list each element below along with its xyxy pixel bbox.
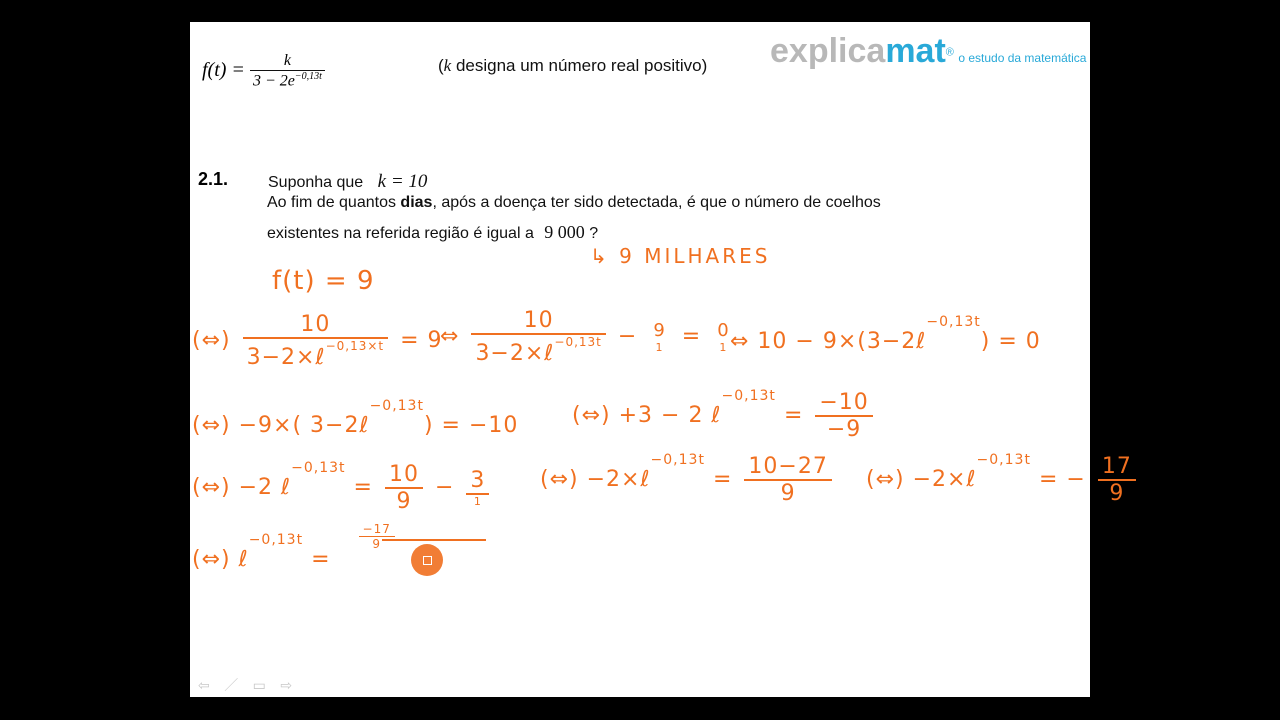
hw-fraction <box>1098 454 1136 506</box>
exp: −0,13t <box>248 532 304 548</box>
num: −17 <box>359 522 395 537</box>
minus: − <box>617 324 638 349</box>
exp: −0,13t <box>926 314 981 330</box>
hw-fraction <box>815 390 872 442</box>
num: −10 <box>815 390 872 417</box>
q-mark: ? <box>589 225 599 242</box>
hw-fraction <box>744 454 831 506</box>
formula-fraction <box>250 52 325 90</box>
equals: = − <box>1038 467 1086 492</box>
den: 1 <box>719 341 728 354</box>
q-math: 9 000 <box>544 222 585 242</box>
logo-registered: ® <box>945 46 954 59</box>
question-line2 <box>267 194 881 212</box>
expr: (⇔) −2×ℓ <box>540 467 651 492</box>
exp: −0,13t <box>369 398 424 414</box>
note-text: designa um número real positivo) <box>451 56 708 75</box>
logo-tagline: o estudo da matemática <box>958 51 1087 65</box>
exp: −0,13×t <box>325 339 385 353</box>
prev-arrow-icon[interactable]: ⇦ <box>198 677 210 693</box>
k-symbol: k <box>443 56 452 75</box>
hw-fraction <box>466 468 489 508</box>
num: 0 <box>717 320 730 341</box>
den: 9 <box>396 489 412 514</box>
hw-fraction <box>359 522 395 551</box>
expr: (⇔) +3 − 2 ℓ <box>572 403 722 428</box>
formula-denominator <box>250 71 325 90</box>
formula-lhs: f(t) = <box>202 58 245 81</box>
exp: −0,13t <box>976 452 1031 468</box>
hw-fraction <box>471 308 605 366</box>
expr: (⇔) −2 ℓ <box>192 475 292 500</box>
den: 9 <box>372 537 382 551</box>
expr: (⇔) −2×ℓ <box>866 467 977 492</box>
next-arrow-icon[interactable]: ⇨ <box>280 677 293 693</box>
den-base: 3−2×ℓ <box>246 345 326 370</box>
den: 1 <box>655 341 664 354</box>
logo-blue: mat <box>885 32 946 70</box>
hw-note: ↳ 9 MILHARES <box>590 244 771 268</box>
hw-line1b <box>440 308 738 366</box>
den <box>471 335 605 366</box>
expr: (⇔) −9×( 3−2ℓ <box>192 413 370 438</box>
logo-grey: explica <box>770 32 886 70</box>
paren: ( <box>438 56 444 75</box>
den: 9 <box>1109 481 1125 506</box>
expr: (⇔) ℓ <box>192 547 249 572</box>
q-math: k = 10 <box>377 171 428 192</box>
num: 17 <box>1098 454 1136 481</box>
q-bold: dias <box>400 194 433 211</box>
hw-fraction <box>243 312 389 370</box>
cursor-dot <box>423 556 432 565</box>
expr: ⇔ 10 − 9×(3−2ℓ <box>730 329 927 354</box>
equiv: (⇔) <box>192 328 231 353</box>
hw-line3a <box>192 460 493 514</box>
hw-fraction <box>649 320 669 354</box>
q-text: Suponha que <box>268 174 364 191</box>
fraction-bar <box>382 539 486 541</box>
exp: −0,13t <box>721 388 776 404</box>
num: 9 <box>653 320 666 341</box>
equals: = <box>712 467 733 492</box>
equals: = <box>311 547 331 572</box>
question-line1 <box>268 171 427 193</box>
den: 9 <box>780 481 796 506</box>
equals: = <box>783 403 804 428</box>
k-note <box>438 56 707 76</box>
slide <box>190 22 1132 697</box>
minus: − <box>434 475 455 500</box>
question-line3 <box>267 222 598 243</box>
exp: −0,13t <box>554 335 602 349</box>
den <box>243 339 389 370</box>
question-number: 2.1. <box>198 169 229 189</box>
q-text: Ao fim de quantos <box>267 194 401 211</box>
den: 1 <box>473 495 482 508</box>
num: 10 <box>471 308 605 335</box>
equals: = <box>681 324 702 349</box>
hw-line3c <box>866 452 1140 506</box>
pen-cursor-icon <box>411 544 443 576</box>
num: 10 <box>385 462 423 489</box>
hw-eq0: f(t) = 9 <box>272 266 375 296</box>
hw-line1c <box>730 314 1041 354</box>
hw-line2a <box>192 398 518 438</box>
hw-line2b <box>572 388 877 442</box>
exp: −0,13t <box>650 452 705 468</box>
hw-line4 <box>192 522 399 572</box>
slide-controls <box>198 675 302 695</box>
formula-den-base: 3 − 2e <box>252 72 295 90</box>
den: −9 <box>826 417 862 442</box>
hw-fraction <box>385 462 423 514</box>
rhs: = 9 <box>400 328 443 353</box>
hw-line1a <box>192 312 443 370</box>
equiv: ⇔ <box>440 324 460 349</box>
equals: = <box>353 475 373 500</box>
formula-exponent: −0,13t <box>294 71 322 82</box>
rhs: ) = 0 <box>980 329 1041 354</box>
den-base: 3−2×ℓ <box>475 341 555 366</box>
num: 10 <box>243 312 389 339</box>
function-formula <box>202 52 325 90</box>
pen-icon[interactable]: ／ <box>224 677 239 693</box>
explicamat-logo <box>770 32 1086 71</box>
q-text: existentes na referida região é igual a <box>267 225 534 242</box>
menu-icon[interactable]: ▭ <box>252 677 266 693</box>
formula-numerator: k <box>250 52 325 71</box>
hw-line3b <box>540 452 836 506</box>
num: 10−27 <box>744 454 831 481</box>
rhs: ) = −10 <box>423 413 519 438</box>
exp: −0,13t <box>291 460 346 476</box>
q-text: , após a doença ter sido detectada, é que o número de coelhos <box>432 194 881 211</box>
num: 3 <box>466 468 489 495</box>
